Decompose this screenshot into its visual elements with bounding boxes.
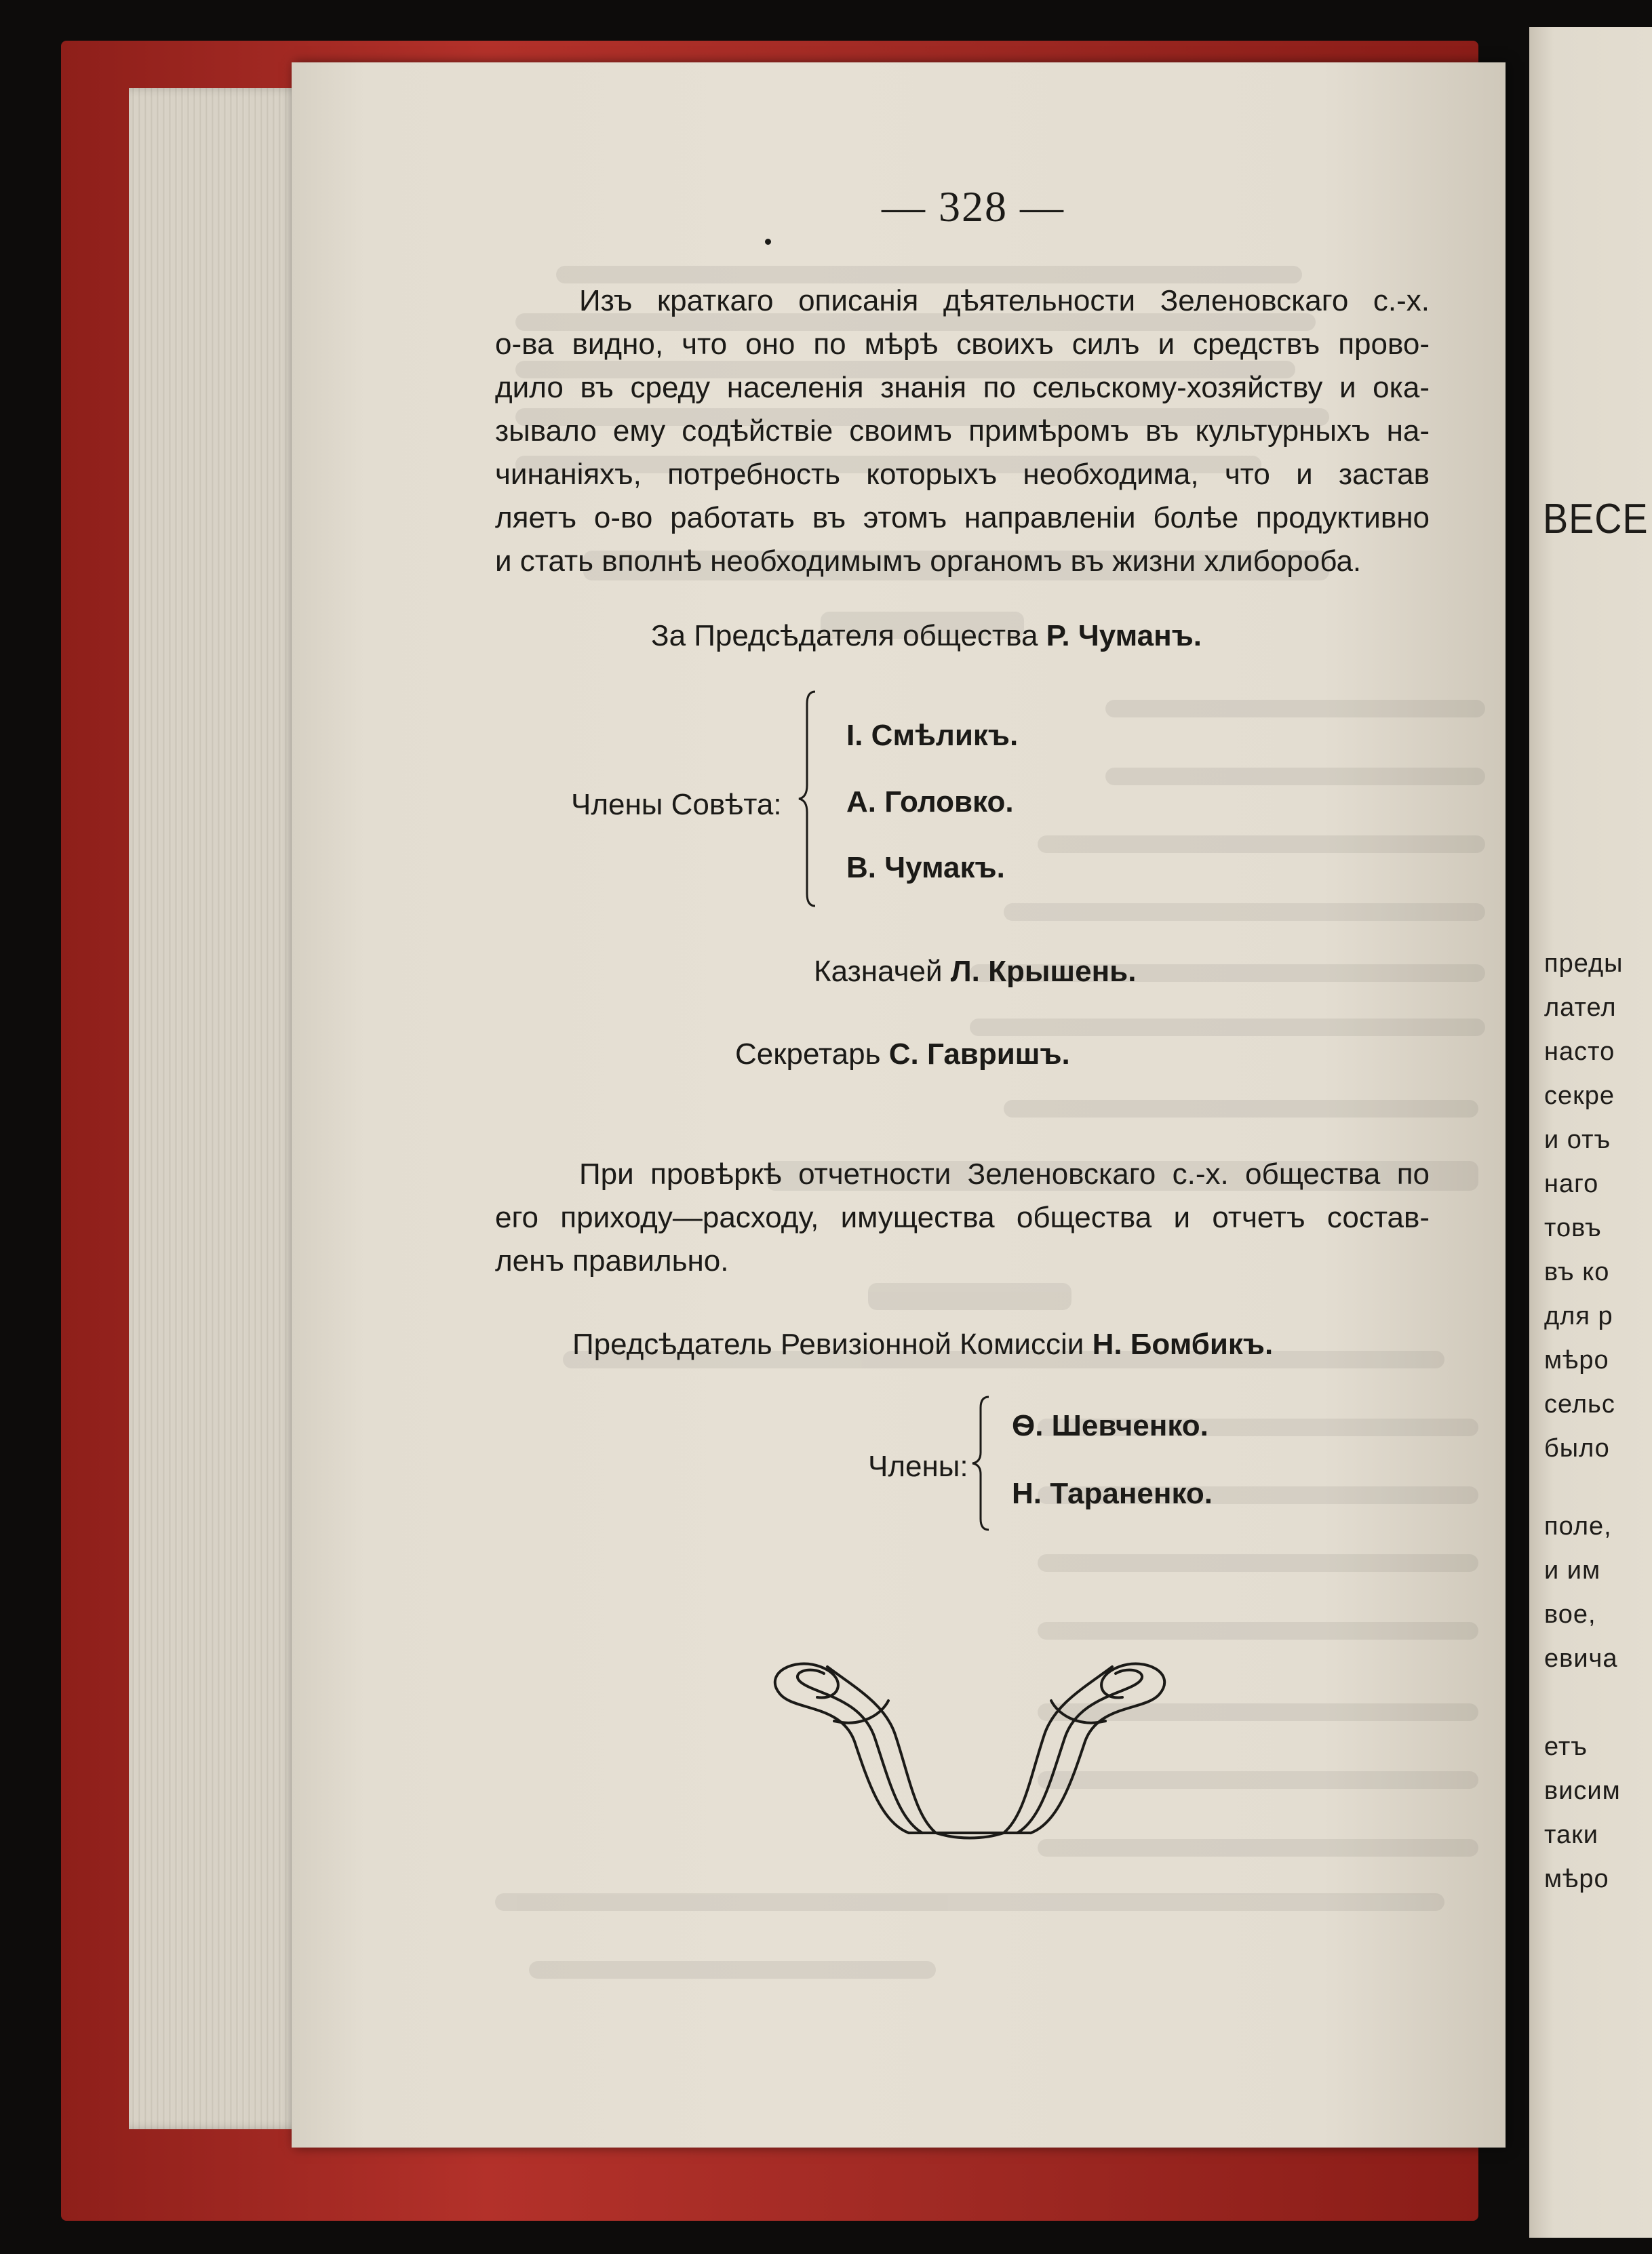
revision-chair-name: Н. Бомбикъ. [1092,1328,1274,1361]
secretary-signature [735,1037,1070,1071]
paragraph-line: ляетъ о-во работать въ этомъ направленіи болѣе продуктивно [495,501,1430,534]
facing-page-word: таки [1544,1821,1598,1849]
page-number: — 328 — [882,182,1065,231]
revision-brace [968,1396,996,1531]
council-member: А. Головко. [846,785,1014,818]
treasurer-name: Л. Крышень. [950,955,1137,988]
paragraph-line: зывало ему содѣйствіе своимъ примѣромъ въ культурныхъ на- [495,414,1430,448]
page-edges [129,88,305,2129]
secretary-title: Секретарь [735,1037,881,1071]
facing-page-word: сельс [1544,1390,1615,1419]
ornament-vignette [753,1646,1187,1843]
revision-chair-signature [572,1328,1273,1362]
paragraph-line: ленъ правильно. [495,1244,729,1278]
facing-page-word: въ ко [1544,1258,1610,1286]
audit-paragraph [495,1153,1430,1283]
facing-page-word: мѣро [1544,1346,1609,1375]
facing-page-word: вое, [1544,1600,1596,1629]
revision-member: Ѳ. Шевченко. [1012,1409,1208,1442]
facing-page-word: поле, [1544,1512,1612,1541]
facing-page-word: для р [1544,1302,1613,1330]
revision-member: Н. Тараненко. [1012,1477,1213,1510]
paragraph-line: чинаніяхъ, потребность которыхъ необходима, что и застав [495,458,1430,491]
facing-page-word: было [1544,1434,1610,1463]
revision-members-label: Члены: [868,1450,968,1483]
treasurer-signature [814,955,1136,989]
facing-page-word: наго [1544,1170,1599,1198]
chairman-signature [651,619,1202,653]
facing-page-word: насто [1544,1037,1615,1066]
ink-dot [765,239,771,245]
facing-page-word: етъ [1544,1733,1588,1761]
facing-page-word: и отъ [1544,1126,1611,1154]
council-member: В. Чумакъ. [846,851,1005,884]
facing-page-word: евича [1544,1644,1618,1673]
facing-page-heading: ВЕСЕ [1543,496,1649,542]
revision-chair-title: Предсѣдатель Ревизіонной Комиссіи [572,1328,1084,1361]
secretary-name: С. Гавришъ. [888,1037,1070,1071]
paragraph-line: Изъ краткаго описанія дѣятельности Зеленовскаго с.-х. [579,284,1430,317]
facing-page [1529,27,1652,2238]
intro-paragraph [495,279,1430,583]
facing-page-word: и им [1544,1556,1601,1585]
facing-page-word: висим [1544,1777,1621,1805]
treasurer-title: Казначей [814,955,943,988]
chairman-name: Р. Чуманъ. [1046,619,1202,652]
paragraph-line: и стать вполнѣ необходимымъ органомъ въ жизни хлибороба. [495,545,1362,578]
council-label: Члены Совѣта: [571,788,782,821]
facing-page-word: секре [1544,1082,1615,1110]
facing-page-word: преды [1544,949,1624,978]
facing-page-word: мѣро [1544,1865,1609,1893]
chairman-title: За Предсѣдателя общества [651,619,1038,652]
paragraph-line: о-ва видно, что оно по мѣрѣ своихъ силъ и средствъ прово- [495,328,1430,361]
council-member: І. Смѣликъ. [846,719,1019,752]
facing-page-word: товъ [1544,1214,1602,1242]
facing-page-word: лател [1544,993,1617,1022]
council-brace [795,690,822,907]
paragraph-line: При провѣркѣ отчетности Зеленовскаго с.-х. общества по [579,1158,1430,1191]
paragraph-line: дило въ среду населенія знанія по сельскому-хозяйству и ока- [495,371,1430,404]
paragraph-line: его приходу—расходу, имущества общества и отчетъ состав- [495,1201,1430,1234]
